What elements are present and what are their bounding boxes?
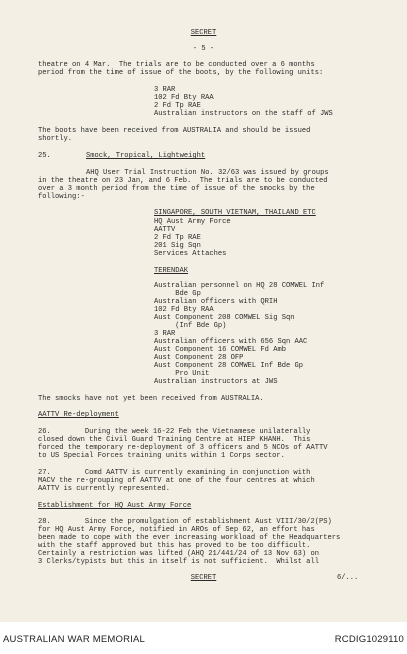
section-heading: Establishment for HQ Aust Army Force xyxy=(38,502,192,510)
group-heading: SINGAPORE, SOUTH VIETNAM, THAILAND ETC xyxy=(154,209,316,217)
body-line: closed down the Civil Guard Training Centre at HIEP KHANH. This xyxy=(38,436,311,444)
unit-list-item: Aust Component 28 COMWEL Inf Bde Gp xyxy=(154,362,303,370)
bottom-classification: SECRET xyxy=(190,574,217,582)
unit-list-item: 201 Sig Sqn xyxy=(154,242,201,250)
body-line: following:- xyxy=(38,193,85,201)
body-line: theatre on 4 Mar. The trials are to be conducted over a 6 months xyxy=(38,61,315,69)
unit-list-item: 3 RAR xyxy=(154,86,176,94)
section-heading: AATTV Re-deployment xyxy=(38,411,119,419)
body-line: AATTV is currently represented. xyxy=(38,485,170,493)
body-line: period from the time of issue of the boots, by the following units: xyxy=(38,69,324,77)
unit-list-item: Australian officers with 656 Sqn AAC xyxy=(154,338,308,346)
body-line: to US Special Forces training units within 1 Corps sector. xyxy=(38,452,285,460)
body-line: over a 3 month period from the time of issue of the smocks by the xyxy=(38,185,315,193)
archive-record-id: RCDIG1029110 xyxy=(334,634,404,645)
unit-list-item: Australian instructors on the staff of JWS xyxy=(154,110,333,118)
unit-list-item: AATTV xyxy=(154,226,176,234)
body-line: 28. Since the promulgation of establishment Aust VIII/30/2(PS) xyxy=(38,518,332,526)
unit-list-item: Services Attaches xyxy=(154,250,227,258)
next-page-marker: 6/... xyxy=(337,574,359,582)
archive-footer xyxy=(0,622,407,654)
unit-list-item: 2 Fd Tp RAE xyxy=(154,102,201,110)
unit-list-item: 102 Fd Bty RAA xyxy=(154,94,214,102)
archive-name: AUSTRALIAN WAR MEMORIAL xyxy=(3,634,146,645)
unit-list-item: HQ Aust Army Force xyxy=(154,218,231,226)
body-line: for HQ Aust Army Force, notified in AROs of Sep 62, an effort has xyxy=(38,526,315,534)
top-classification: SECRET xyxy=(190,29,217,37)
unit-list-item: 3 RAR xyxy=(154,330,176,338)
unit-list-item: Aust Component 16 COMWEL Fd Amb xyxy=(154,346,286,354)
group-heading: TERENDAK xyxy=(154,267,189,275)
unit-list-item: Australian personnel on HQ 28 COMWEL Inf xyxy=(154,282,325,290)
body-line: with the staff approved but this has proved to be too difficult. xyxy=(38,542,311,550)
unit-list-item: Australian officers with QRIH xyxy=(154,298,278,306)
section-heading: Smock, Tropical, Lightweight xyxy=(86,152,206,160)
body-line: in the theatre on 23 Jan, and 6 Feb. The trials are to be conducted xyxy=(38,177,328,185)
body-line: AHQ User Trial Instruction No. 32/63 was issued by groups xyxy=(86,169,329,177)
unit-list-item: Aust Component 28 OFP xyxy=(154,354,244,362)
body-line: MACV the re-grouping of AATTV at one of the four centres at which xyxy=(38,477,315,485)
body-line: shortly. xyxy=(38,135,73,143)
body-line: forced the temporary re-deployment of 3 officers and 5 NCOs of AATTV xyxy=(38,444,328,452)
body-line: The smocks have not yet been received from AUSTRALIA. xyxy=(38,395,264,403)
body-line: The boots have been received from AUSTRALIA and should be issued xyxy=(38,127,311,135)
unit-list-item: (Inf Bde Gp) xyxy=(154,322,227,330)
unit-list-item: Australian instructors at JWS xyxy=(154,378,278,386)
body-line: 27. Comd AATTV is currently examining in conjunction with xyxy=(38,469,311,477)
body-line: 3 Clerks/typists but this in itself is not sufficient. Whilst all xyxy=(38,558,319,566)
body-line: been made to cope with the ever increasing workload of the Headquarters xyxy=(38,534,341,542)
unit-list-item: Bde Gp xyxy=(154,290,201,298)
unit-list-item: 2 Fd Tp RAE xyxy=(154,234,201,242)
paragraph-number: 25. xyxy=(38,152,51,160)
unit-list-item: Aust Component 208 COMWEL Sig Sqn xyxy=(154,314,295,322)
body-line: Certainly a restriction was lifted (AHQ 21/441/24 of 13 Nov 63) on xyxy=(38,550,319,558)
unit-list-item: 102 Fd Bty RAA xyxy=(154,306,214,314)
page-number: - 5 - xyxy=(192,45,215,53)
unit-list-item: Pro Unit xyxy=(154,370,210,378)
body-line: 26. During the week 16-22 Feb the Vietnamese unilaterally xyxy=(38,428,311,436)
